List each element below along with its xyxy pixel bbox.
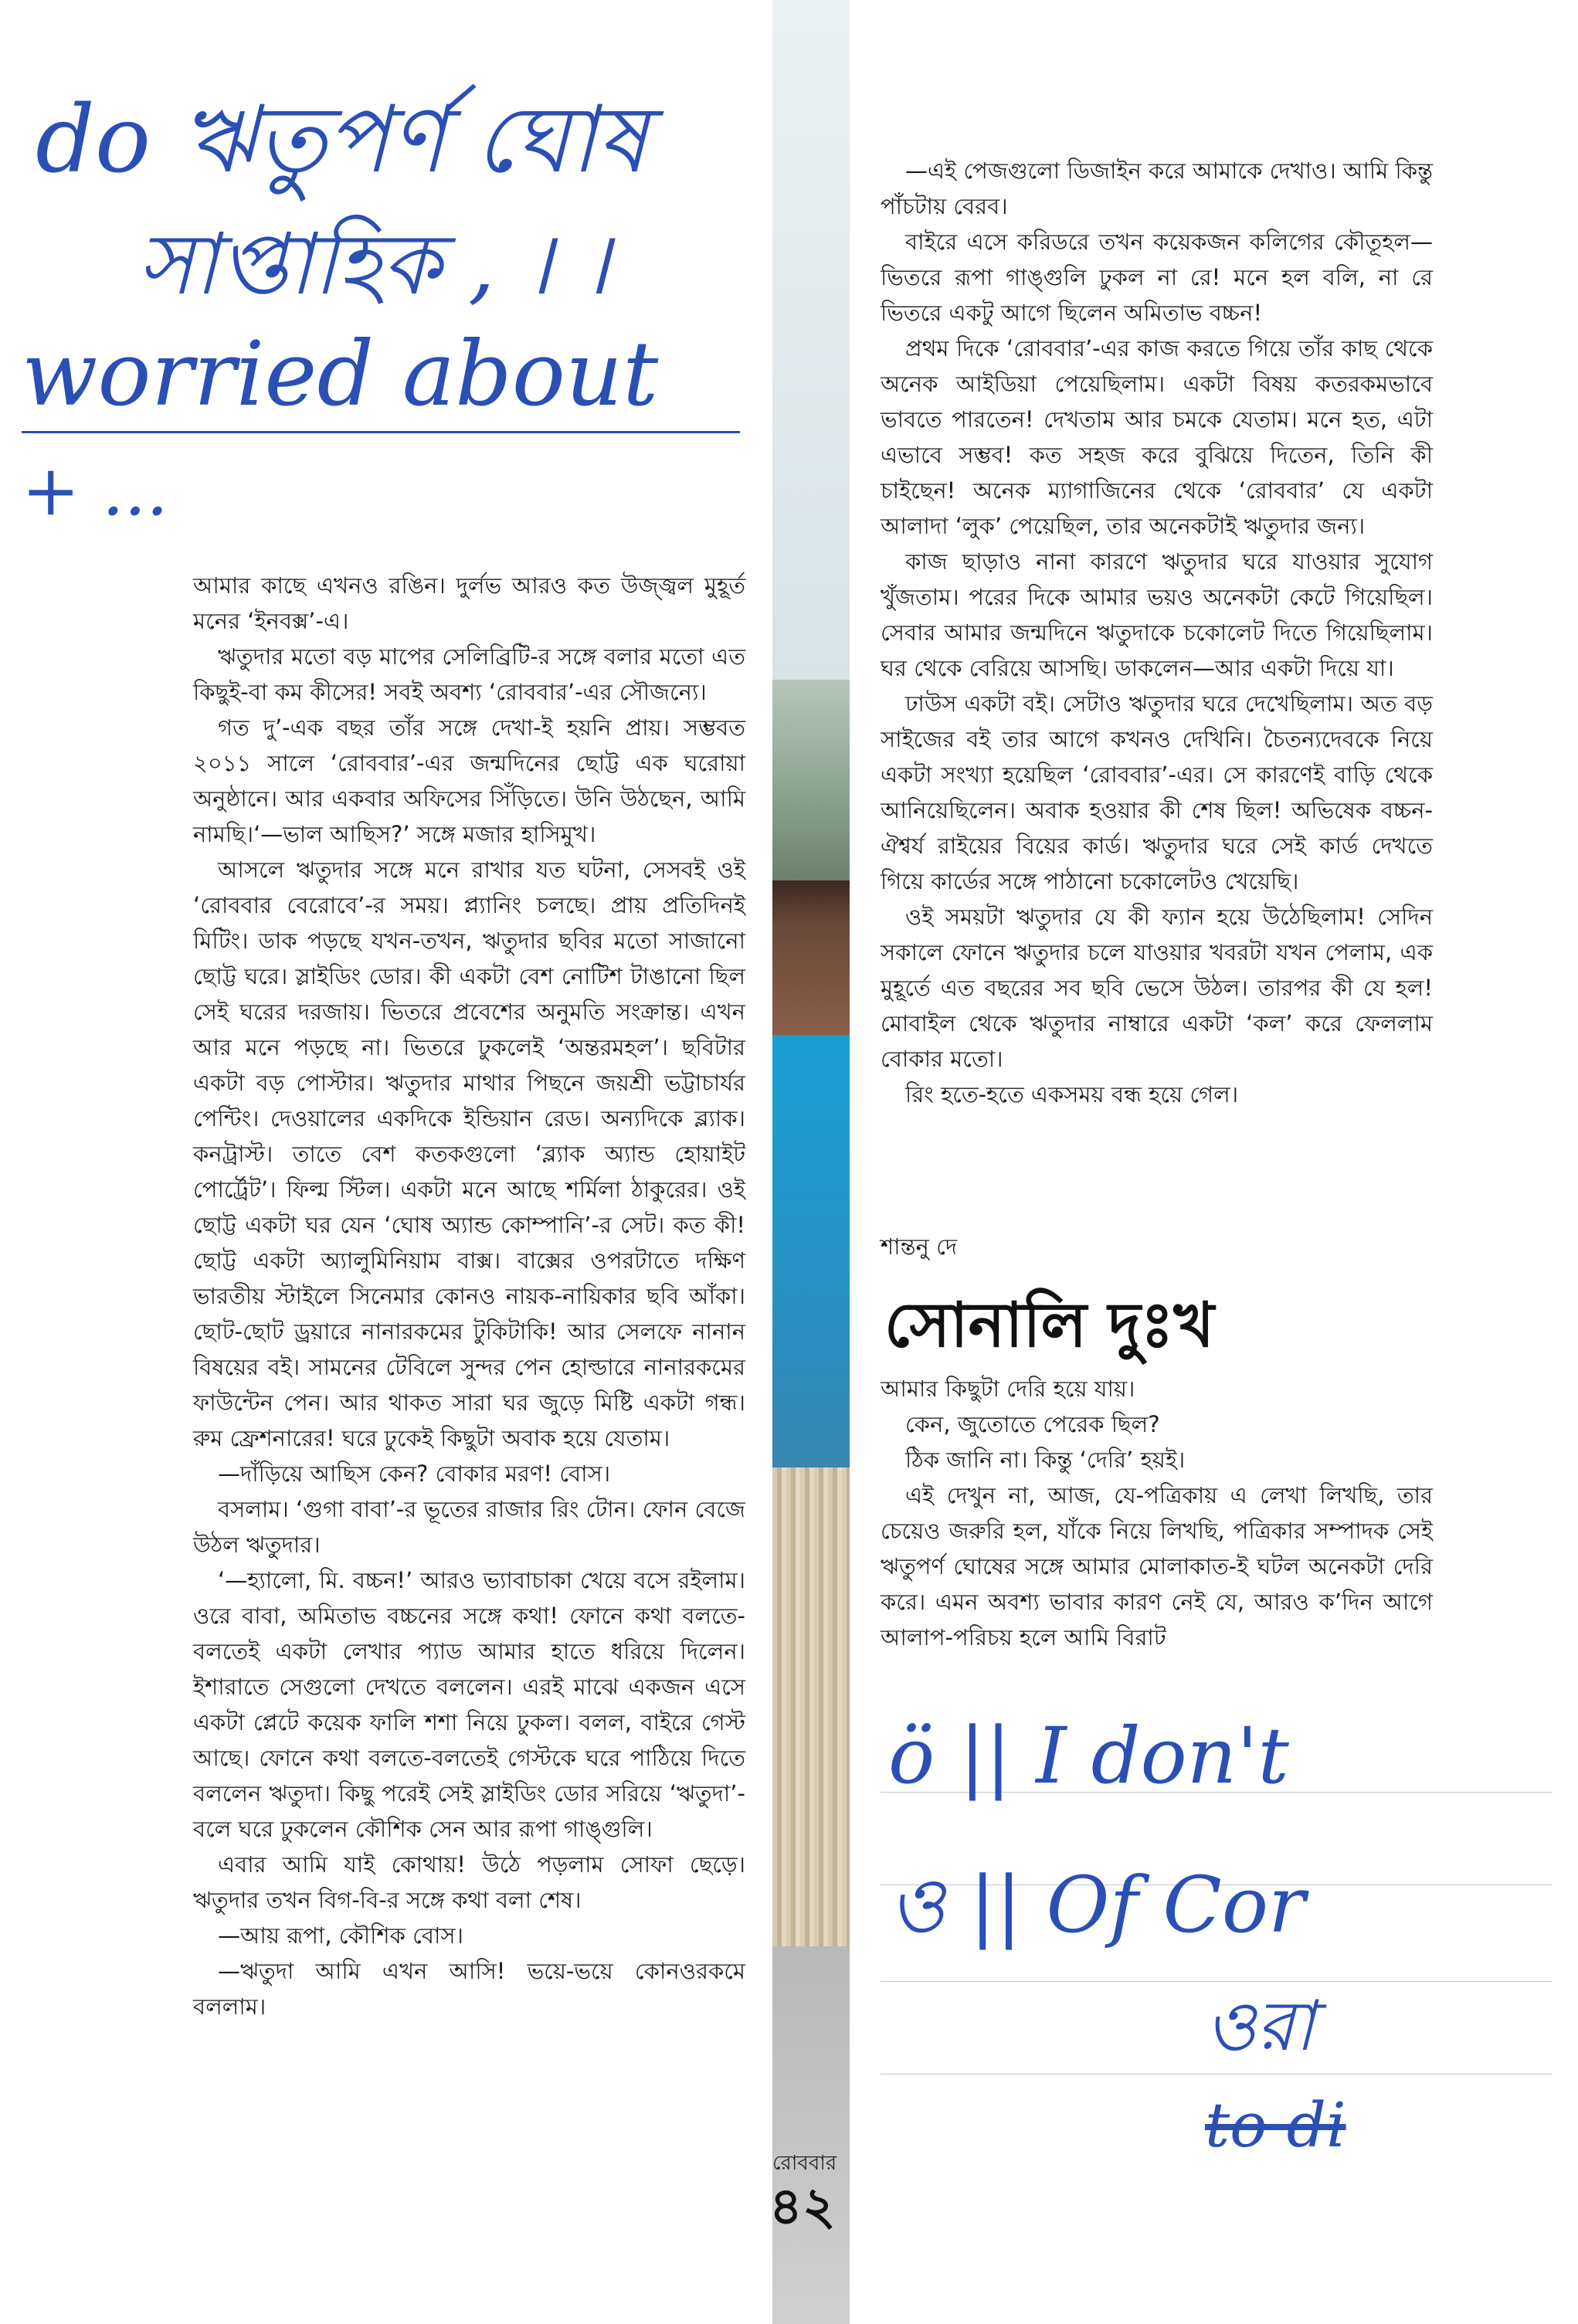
article-column-left — [193, 568, 745, 2024]
paragraph: প্রথম দিকে ‘রোববার’-এর কাজ করতে গিয়ে তাঁর কাছ থেকে অনেক আইডিয়া পেয়েছিলাম। একটা বিষয় কতরকমভাবে ভাবতে পারতেন! দেখতাম আর চমকে যেতাম। মনে হত, এটা এভাবে সম্ভব! কত সহজ করে বুঝিয়ে দিতেন, তিনি কী চাইছেন! অনেক ম্যাগাজিনের থেকে ‘রোববার’ যে একটা আলাদা ‘লুক’ পেয়েছিল, তার অনেকটাই ঋতুদার জন্য। — [881, 335, 1433, 539]
handwriting-line: সাপ্তাহিক , । । — [137, 215, 610, 314]
handwriting-line: + ... — [22, 450, 168, 524]
paragraph: আসলে ঋতুদার সঙ্গে মনে রাখার যত ঘটনা, সেসবই ওই ‘রোববার বেরোবে’-র সময়। প্ল্যানিং চলছে। প্রায় প্রতিদিনই মিটিং। ডাক পড়ছে যখন-তখন, ঋতুদার ছবির মতো সাজানো ছোট্ট ঘরে। স্লাইডিং ডোর। কী একটা বেশ নোটিশ টাঙানো ছিল সেই ঘরের দরজায়। ভিতরে প্রবেশের অনুমতি সংক্রান্ত। এখন আর মনে পড়ছে না। ভিতরে ঢুকলেই ‘অন্তরমহল’। ছবিটার একটা বড় পোস্টার। ঋতুদার মাথার পিছনে জয়শ্রী ভট্টাচার্যর পেন্টিং। দেওয়ালের একদিকে ইন্ডিয়ান রেড। অন্যদিকে ব্ল্যাক। কনট্রাস্ট। তাতে বেশ কতকগুলো ‘ব্ল্যাক অ্যান্ড হোয়াইট পোর্ট্রেট’। ফিল্ম স্টিল। একটা মনে আছে শর্মিলা ঠাকুরের। ওই ছোট্ট একটা ঘর যেন ‘ঘোষ অ্যান্ড কোম্পানি’-র সেট। কত কী! ছোট্ট একটা অ্যালুমিনিয়াম বাক্স। বাক্সের ওপরটাতে দক্ষিণ ভারতীয় স্টাইলে সিনেমার কোনও নায়ক-নায়িকার ছবি আঁকা। ছোট-ছোট ড্রয়ারে নানারকমের টুকিটাকি! আর সেলফে নানান বিষয়ের বই। সামনের টেবিলে সুন্দর পেন হোল্ডারে নানারকমের ফাউন্টেন পেন। আর থাকত সারা ঘর জুড়ে মিষ্টি একটা গন্ধ। রুম ফ্রেশনারের! ঘরে ঢুকেই কিছুটা অবাক হয়ে যেতাম। — [193, 857, 745, 1451]
paragraph: —দাঁড়িয়ে আছিস কেন? বোকার মরণ! বোস। — [218, 1461, 611, 1487]
magazine-name: রোববার — [772, 2152, 837, 2175]
paragraph: রিং হতে-হতে একসময় বন্ধ হয়ে গেল। — [905, 1081, 1239, 1108]
paragraph: কাজ ছাড়াও নানা কারণে ঋতুদার ঘরে যাওয়ার সুযোগ খুঁজতাম। পরের দিকে আমার ভয়ও অনেকটা কেটে গিয়েছিল। সেবার আমার জন্মদিনে ঋতুদাকে চকোলেট দিতে গিয়েছিলাম। ঘর থেকে বেরিয়ে আসছি। ডাকলেন—আর একটা দিয়ে যা। — [881, 548, 1433, 681]
paragraph: ঢাউস একটা বই। সেটাও ঋতুদার ঘরে দেখেছিলাম। অত বড় সাইজের বই তার আগে কখনও দেখিনি। চৈতন্যদেবকে নিয়ে একটা সংখ্যা হয়েছিল ‘রোববার’-এর। সে কারণেই বাড়ি থেকে আনিয়েছিলেন। অবাক হওয়ার কী শেষ ছিল! অভিষেক বচ্চন-ঐশ্বর্য রাইয়ের বিয়ের কার্ড। ঋতুদার ঘরে সেই কার্ড দেখতে গিয়ে কার্ডের সঙ্গে পাঠানো চকোলেটও খেয়েছি। — [881, 690, 1433, 894]
paragraph: আমার কাছে এখনও রঙিন। দুর্লভ আরও কত উজ্জ্বল মুহূর্ত মনের ‘ইনবক্স’-এ। — [193, 572, 745, 634]
paragraph: —ঋতুদা আমি এখন আসি! ভয়ে-ভয়ে কোনওরকমে বললাম। — [193, 1958, 745, 2020]
paragraph: আমার কিছুটা দেরি হয়ে যায়। — [881, 1376, 1135, 1402]
paragraph: —আয় রূপা, কৌশিক বোস। — [218, 1922, 463, 1949]
paragraph: —এই পেজগুলো ডিজাইন করে আমাকে দেখাও। আমি কিন্তু পাঁচটায় বেরব। — [881, 158, 1433, 219]
page-number: ৪২ — [769, 2176, 836, 2236]
handwriting-line: to di — [1205, 2089, 1346, 2161]
photo-strip — [772, 0, 850, 2324]
photo-trees — [772, 680, 850, 880]
handwriting-line: worried about — [22, 323, 659, 426]
paragraph: কেন, জুতোতে পেরেক ছিল? — [905, 1411, 1160, 1437]
photo-person — [772, 880, 850, 1035]
handwriting-line: ও || Of Cor — [888, 1860, 1305, 1950]
article-title: সোনালি দুঃখ — [884, 1289, 1215, 1361]
article-body-second — [881, 1371, 1433, 1655]
paragraph: এবার আমি যাই কোথায়! উঠে পড়লাম সোফা ছেড়ে। ঋতুদার তখন বিগ-বি-র সঙ্গে কথা বলা শেষ। — [193, 1851, 745, 1913]
paragraph: ‘—হ্যালো, মি. বচ্চন!’ আরও ভ্যাবাচাকা খেয়ে বসে রইলাম। ওরে বাবা, অমিতাভ বচ্চনের সঙ্গে কথা! ফোনে কথা বলতে-বলতেই একটা লেখার প্যাড আমার হাতে ধরিয়ে দিলেন। ইশারাতে সেগুলো দেখতে বললেন। এরই মাঝে একজন এসে একটা প্লেটে কয়েক ফালি শশা নিয়ে ঢুকল। বলল, বাইরে গেস্ট আছে। ফোনে কথা বলতে-বলতেই গেস্টকে ঘরে পাঠিয়ে দিতে বললেন ঋতুদা। কিছু পরেই সেই স্লাইডিং ডোর সরিয়ে ‘ঋতুদা’-বলে ঘরে ঢুকলেন কৌশিক সেন আর রূপা গাঙ্গুলি। — [193, 1567, 745, 1842]
paragraph: ওই সময়টা ঋতুদার যে কী ফ্যান হয়ে উঠেছিলাম! সেদিন সকালে ফোনে ঋতুদার চলে যাওয়ার খবরটা যখন পেলাম, এক মুহূর্তে এত বছরের সব ছবি ভেসে উঠল। তারপর কী যে হল! মোবাইল থেকে ঋতুদার নাম্বারে একটা ‘কল’ করে ফেললাম বোকার মতো। — [881, 904, 1433, 1072]
paragraph: এই দেখুন না, আজ, যে-পত্রিকায় এ লেখা লিখছি, তার চেয়েও জরুরি হল, যাঁকে নিয়ে লিখছি, পত্রিকার সম্পাদক সেই ঋতুপর্ণ ঘোষের সঙ্গে আমার মোলাকাত-ই ঘটল অনেকটা দেরি করে। এমন অবশ্য ভাবার কারণ নেই যে, আরও ক’দিন আগে আলাপ-পরিচয় হলে আমি বিরাট — [881, 1482, 1433, 1651]
photo-bottom — [772, 1946, 850, 2324]
paragraph: বসলাম। ‘গুগা বাবা’-র ভূতের রাজার রিং টোন। ফোন বেজে উঠল ঋতুদার। — [193, 1496, 745, 1558]
handwritten-note-top — [22, 22, 740, 524]
paragraph: ঋতুদার মতো বড় মাপের সেলিব্রিটি-র সঙ্গে বলার মতো এত কিছুই-বা কম কীসের! সবই অবশ্য ‘রোববার’-এর সৌজন্যে। — [193, 643, 745, 705]
photo-scarf — [772, 1467, 850, 1946]
handwriting-line: ö || I don't — [888, 1711, 1289, 1801]
handwriting-underline — [22, 431, 740, 433]
paragraph: গত দু’-এক বছর তাঁর সঙ্গে দেখা-ই হয়নি প্রায়। সম্ভবত ২০১১ সালে ‘রোববার’-এর জন্মদিনের ছোট্ট এক ঘরোয়া অনুষ্ঠানে। আর একবার অফিসের সিঁড়িতে। উনি উঠছেন, আমি নামছি।‘—ভাল আছিস?’ সঙ্গে মজার হাসিমুখ। — [193, 714, 745, 847]
handwriting-line: ওরা — [1205, 1986, 1315, 2067]
article-column-right — [881, 153, 1433, 1112]
paragraph: ঠিক জানি না। কিন্তু ‘দেরি’ হয়ই। — [905, 1447, 1186, 1473]
photo-blue-top — [772, 1035, 850, 1467]
handwritten-note-bottom — [881, 1703, 1553, 2182]
paragraph: বাইরে এসে করিডরে তখন কয়েকজন কলিগের কৌতূহল—ভিতরে রূপা গাঙ্গুলি ঢুকল না রে! মনে হল বলি, না রে ভিতরে একটু আগে ছিলেন অমিতাভ বচ্চন! — [881, 229, 1433, 326]
photo-sky — [772, 0, 850, 680]
author-byline: শান্তনু দে — [881, 1233, 958, 1260]
handwriting-line: do ঋতুপর্ণ ঘোষ — [36, 87, 648, 194]
